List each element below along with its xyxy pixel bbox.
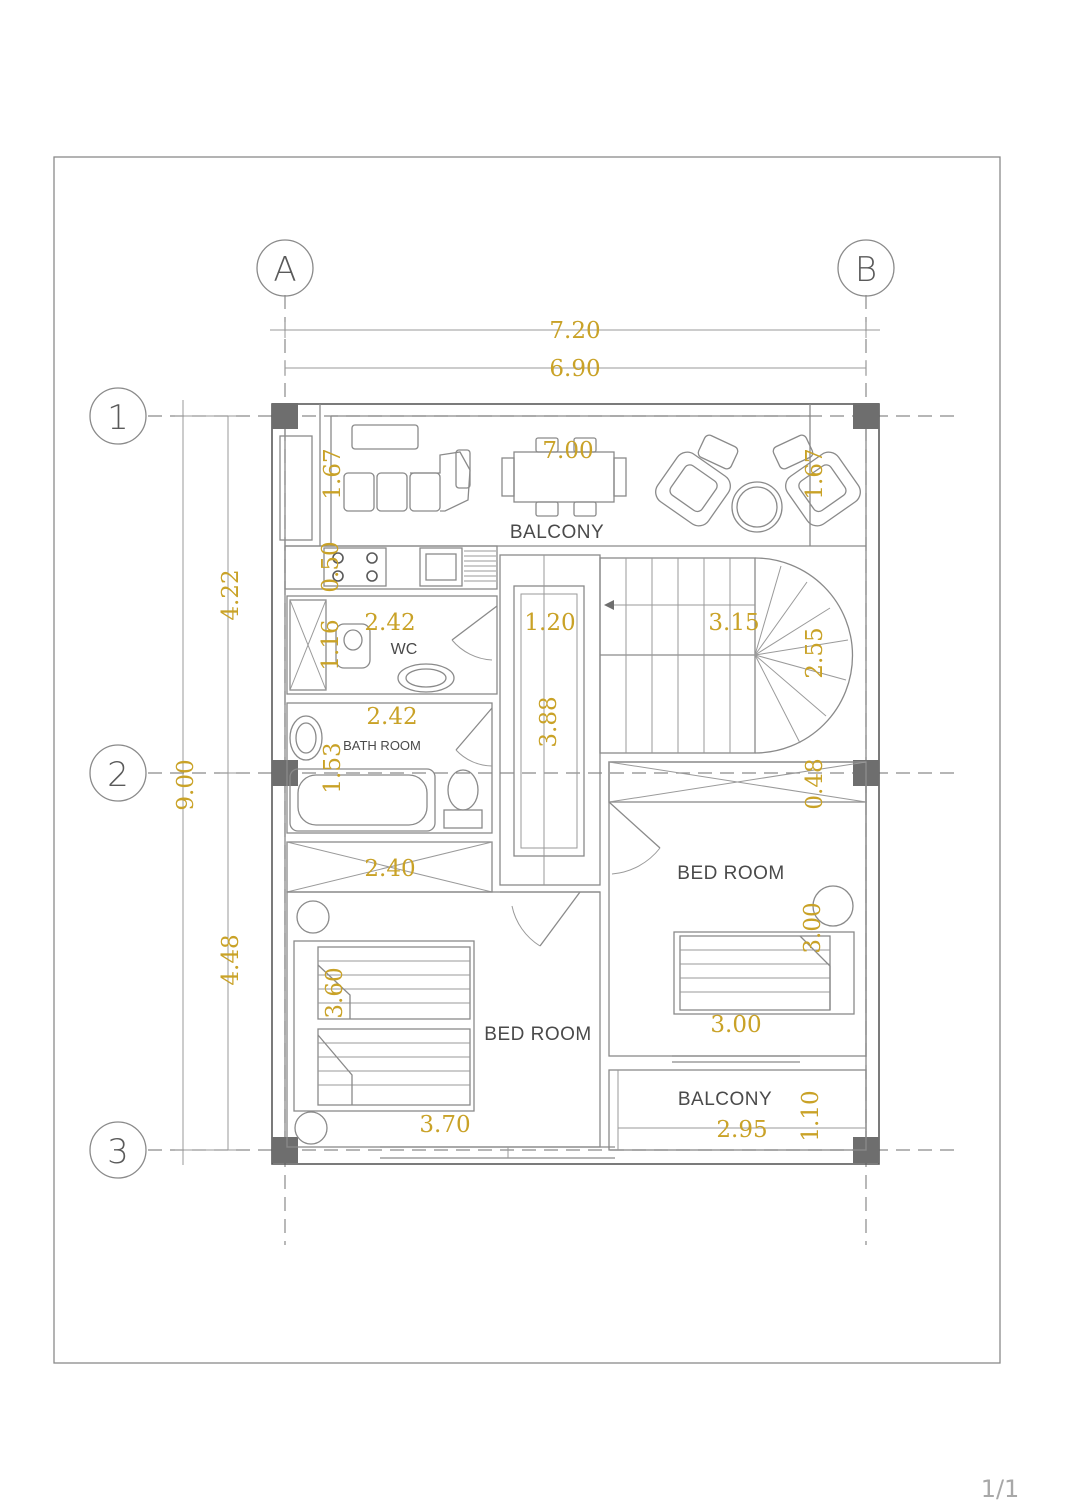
dim-closet-depth-right: 0.48 [802,758,828,810]
armchair-left-icon [651,447,735,530]
dim-kitchen-depth: 0.50 [318,541,344,593]
dim-lower-depth: 4.48 [218,934,244,986]
dim-overall-width: 7.20 [549,318,601,344]
bath-toilet-icon [444,770,482,828]
dim-upper-depth: 4.22 [218,569,244,621]
room-label-rear-balcony: BALCONY [677,1089,773,1110]
cushion-icons [697,434,815,471]
dim-overall-depth: 9.00 [173,759,199,811]
room-label-wc: WC [390,641,418,658]
dim-balcony-width: 7.00 [542,438,594,464]
sink-icon [420,548,496,586]
dim-inner-width: 6.90 [549,356,601,382]
dim-bath-depth: 1.53 [320,742,346,794]
dim-corridor-width: 1.20 [524,610,576,636]
page-number: 1/1 [980,1475,1020,1500]
room-label-front-balcony: BALCONY [509,522,605,543]
dim-bed2-width: 3.00 [710,1012,762,1038]
kitchen-counter [285,546,497,589]
room-label-bath: BATH ROOM [343,738,421,753]
svg-text:A: A [273,250,297,290]
dim-stair-width: 3.15 [708,610,760,636]
grid-bubble-a [257,240,313,296]
washbasin-icon [398,664,454,692]
building-outline [272,404,879,1164]
svg-text:2: 2 [107,755,129,795]
bath-basin-icon [290,716,322,760]
grid-bubble-b [838,240,894,296]
dim-bed2-depth: 3.00 [800,902,826,954]
round-table-icon [732,482,782,532]
structural-columns [272,403,879,1163]
sofa-icon [344,425,470,511]
dim-wc-width: 2.42 [364,610,416,636]
dim-bath-width: 2.42 [366,704,418,730]
svg-text:B: B [854,250,878,290]
dim-stair-depth: 2.55 [802,627,828,679]
corridor-door [512,892,580,946]
grid-bubble-3 [90,1122,146,1178]
dim-corridor-length: 3.88 [536,696,562,748]
dim-rear-balcony-width: 2.95 [716,1117,768,1143]
dim-rear-balcony-depth: 1.10 [798,1090,824,1142]
dim-bed1-depth: 3.60 [322,967,348,1019]
room-label-bedroom-left: BED ROOM [484,1024,592,1045]
grid-bubble-1 [90,388,146,444]
dim-balcony-depth-left: 1.67 [320,448,346,500]
dim-closet-width: 2.40 [364,856,416,882]
dim-wc-depth: 1.16 [318,619,344,671]
dim-balcony-depth-right: 1.67 [802,448,828,500]
svg-text:1: 1 [107,398,129,438]
svg-text:3: 3 [107,1132,129,1172]
grid-bubble-2 [90,745,146,801]
dim-bed1-width: 3.70 [419,1112,471,1138]
room-label-bedroom-right: BED ROOM [677,863,785,884]
